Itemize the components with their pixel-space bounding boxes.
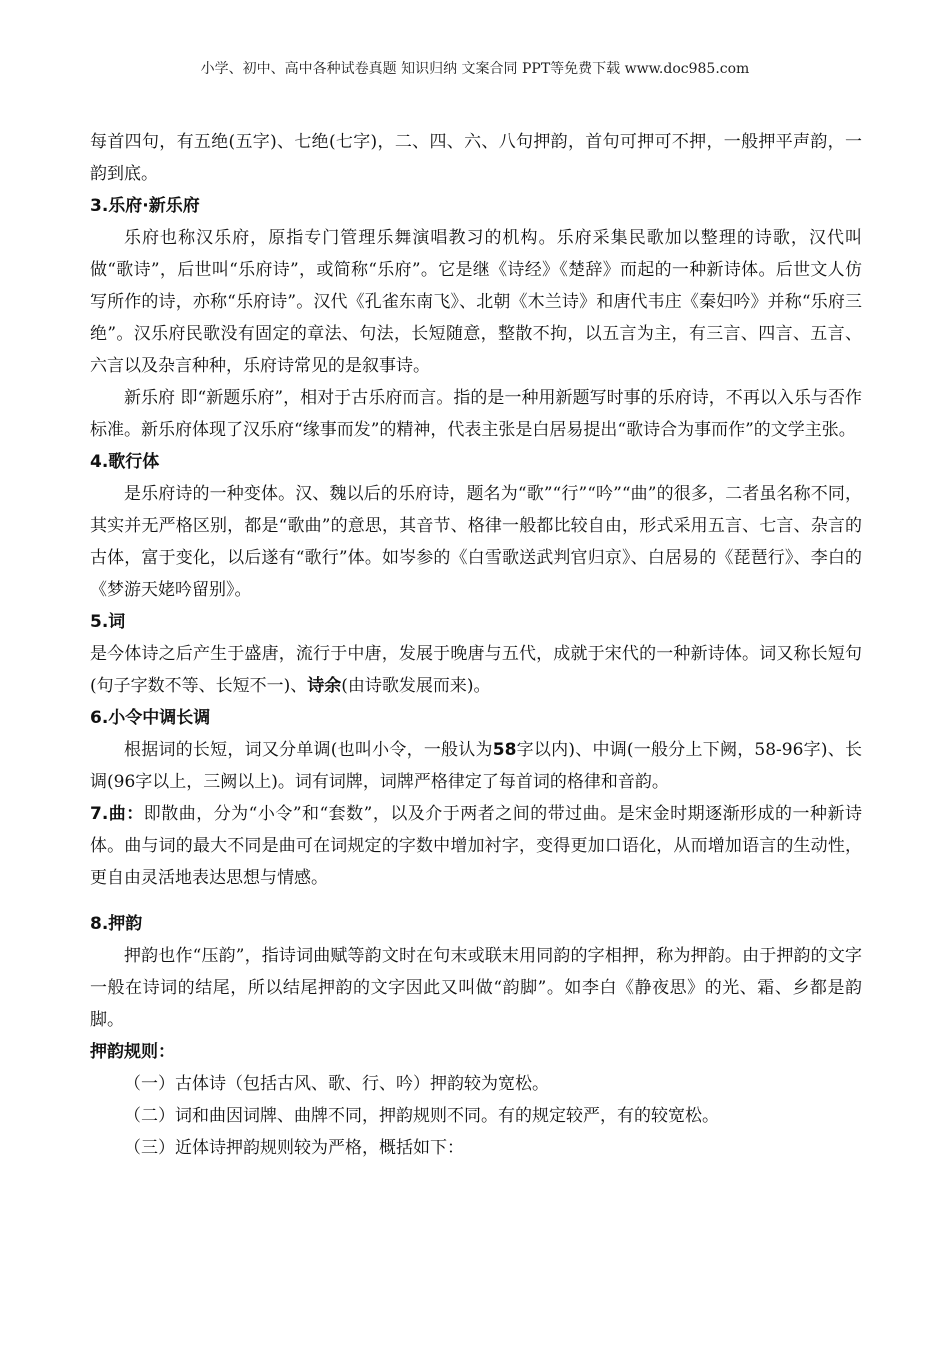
section-6-heading: 6.小令中调长调 <box>90 708 211 728</box>
document-body <box>90 126 862 1164</box>
section-5-paragraph <box>90 638 862 702</box>
rule-item-2: （二）词和曲因词牌、曲牌不同，押韵规则不同。有的规定较严，有的较宽松。 <box>124 1106 719 1126</box>
section-6-bold-number: 58 <box>492 740 517 760</box>
rule-item-3: （三）近体诗押韵规则较为严格，概括如下： <box>124 1138 464 1158</box>
section-3-paragraph-2: 新乐府 即“新题乐府”，相对于古乐府而言。指的是一种用新题写时事的乐府诗，不再以入乐与否作标准。新乐府体现了汉乐府“缘事而发”的精神，代表主张是白居易提出“歌诗合为事而作”的文学主张。 <box>90 388 862 440</box>
section-8-paragraph: 押韵也作“压韵”，指诗词曲赋等韵文时在句末或联末用同韵的字相押，称为押韵。由于押韵的文字一般在诗词的结尾，所以结尾押韵的文字因此又叫做“韵脚”。如李白《静夜思》的光、霜、乡都是韵脚。 <box>90 946 862 1030</box>
section-7-paragraph <box>90 798 862 894</box>
spacer <box>90 894 862 908</box>
section-3-paragraph-1: 乐府也称汉乐府，原指专门管理乐舞演唱教习的机构。乐府采集民歌加以整理的诗歌，汉代叫做“歌诗”，后世叫“乐府诗”，或简称“乐府”。它是继《诗经》《楚辞》而起的一种新诗体。后世文人仿写所作的诗，亦称“乐府诗”。汉代《孔雀东南飞》、北朝《木兰诗》和唐代韦庄《秦妇吟》并称“乐府三绝”。汉乐府民歌没有固定的章法、句法，长短随意，整散不拘，以五言为主，有三言、四言、五言、六言以及杂言种种，乐府诗常见的是叙事诗。 <box>90 228 862 376</box>
rules-list <box>90 1068 862 1164</box>
section-3-heading: 3.乐府·新乐府 <box>90 196 200 216</box>
section-6-text-c: 字以内)、中调(一般分上下阙，58-96字)、长调(96字以上，三阙以上)。词有词牌，词牌严格律定了每首词的格律和音韵。 <box>90 740 862 792</box>
section-8-heading: 8.押韵 <box>90 914 143 934</box>
section-6-text-a: 根据词的长短，词又分单调(也叫小令，一般认为 <box>124 740 493 760</box>
section-5-text-a: 是今体诗之后产生于盛唐，流行于中唐，发展于晚唐与五代，成就于宋代的一种新诗体。词又称长短句(句子字数不等、长短不一)、 <box>90 644 862 696</box>
section-5-bold-term: 诗余 <box>307 676 342 696</box>
section-4-paragraph: 是乐府诗的一种变体。汉、魏以后的乐府诗，题名为“歌”“行”“吟”“曲”的很多，二者虽名称不同，其实并无严格区别，都是“歌曲”的意思，其音节、格律一般都比较自由，形式采用五言、七言、杂言的古体，富于变化，以后遂有“歌行”体。如岑参的《白雪歌送武判官归京》、白居易的《琵琶行》、李白的《梦游天姥吟留别》。 <box>90 484 862 600</box>
intro-paragraph: 每首四句，有五绝(五字)、七绝(七字)，二、四、六、八句押韵，首句可押可不押，一般押平声韵，一韵到底。 <box>90 132 862 184</box>
rule-item-1: （一）古体诗（包括古风、歌、行、吟）押韵较为宽松。 <box>124 1074 549 1094</box>
section-4-heading: 4.歌行体 <box>90 452 160 472</box>
section-5-text-c: (由诗歌发展而来)。 <box>341 676 491 696</box>
section-7-heading: 7.曲： <box>90 804 144 824</box>
section-6-paragraph <box>90 734 862 798</box>
section-7-text: 即散曲，分为“小令”和“套数”，以及介于两者之间的带过曲。是宋金时期逐渐形成的一种新诗体。曲与词的最大不同是曲可在词规定的字数中增加衬字，变得更加口语化，从而增加语言的生动性，更自由灵活地表达思想与情感。 <box>90 804 862 888</box>
page-header: 小学、初中、高中各种试卷真题 知识归纳 文案合同 PPT等免费下载 www.doc985.com <box>200 61 750 77</box>
section-5-heading: 5.词 <box>90 612 126 632</box>
rules-heading: 押韵规则： <box>90 1042 175 1062</box>
